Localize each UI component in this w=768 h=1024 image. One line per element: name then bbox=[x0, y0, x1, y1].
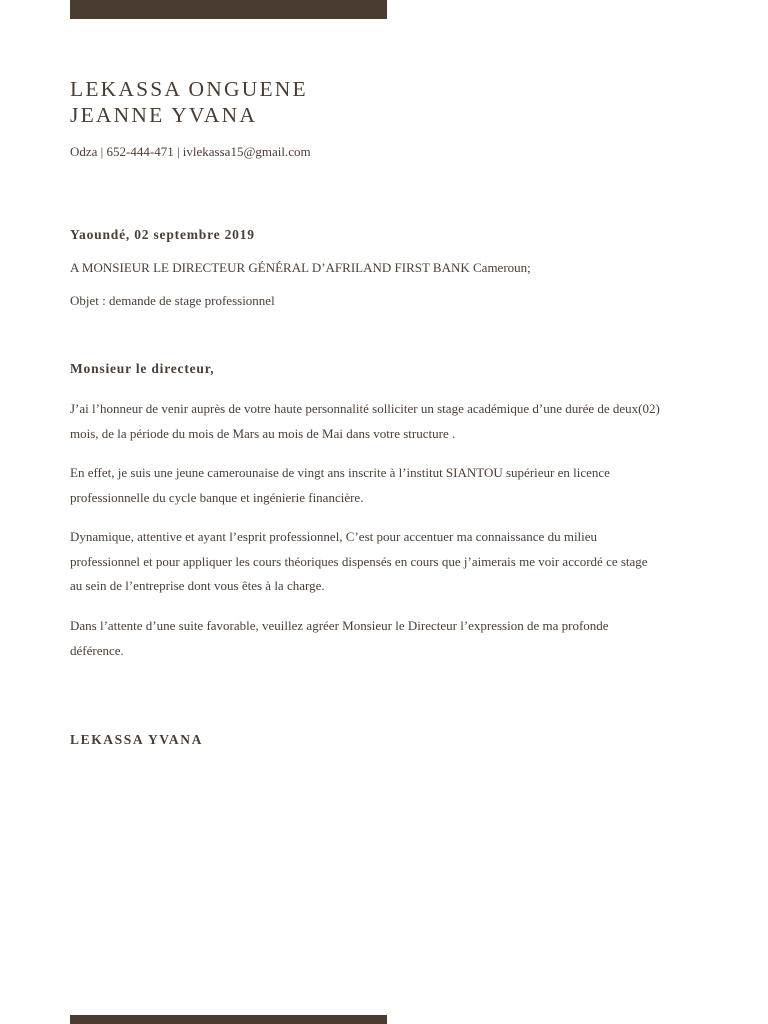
paragraph-line: J’ai l’honneur de venir auprès de votre haute personnalité solliciter un stage académique d’une durée de deux(02) bbox=[70, 401, 660, 416]
sender-name-line-1: LEKASSA ONGUENE bbox=[70, 77, 308, 101]
paragraph-line: au sein de l’entreprise dont vous êtes à la charge. bbox=[70, 578, 325, 593]
paragraph-line: mois, de la période du mois de Mars au mois de Mai dans votre structure . bbox=[70, 425, 456, 441]
paragraph-line: Dans l’attente d’une suite favorable, veuillez agréer Monsieur le Directeur l’expression de ma profonde bbox=[70, 618, 609, 633]
bottom-decorative-bar bbox=[70, 1015, 387, 1024]
letter-signature: LEKASSA YVANA bbox=[70, 732, 203, 747]
paragraph-line: Dynamique, attentive et ayant l’esprit professionnel, C’est pour accentuer ma connaissance du milieu bbox=[70, 529, 598, 544]
paragraph-line: professionnel et pour appliquer les cours théoriques dispensés en cours que j’aimerais me voir accordé ce stage bbox=[70, 553, 648, 569]
letter-date: Yaoundé, 02 septembre 2019 bbox=[70, 227, 255, 242]
paragraph-line: déférence. bbox=[70, 642, 124, 658]
letter-recipient: A MONSIEUR LE DIRECTEUR GÉNÉRAL D’AFRILAND FIRST BANK Cameroun; bbox=[70, 260, 531, 275]
top-decorative-bar bbox=[70, 0, 387, 19]
letter-subject: Objet : demande de stage professionnel bbox=[70, 293, 275, 308]
body-paragraph-4 bbox=[70, 614, 710, 663]
body-paragraph-2 bbox=[70, 461, 710, 510]
body-paragraph-1 bbox=[70, 397, 710, 446]
body-paragraph-3 bbox=[70, 525, 710, 599]
sender-name-line-2: JEANNE YVANA bbox=[70, 103, 258, 127]
paragraph-line: En effet, je suis une jeune camerounaise de vingt ans inscrite à l’institut SIANTOU supérieur en licence bbox=[70, 465, 610, 480]
sender-contact: Odza | 652-444-471 | ivlekassa15@gmail.com bbox=[70, 144, 311, 159]
sender-name bbox=[70, 76, 308, 128]
letter-salutation: Monsieur le directeur, bbox=[70, 361, 215, 376]
paragraph-line: professionnelle du cycle banque et ingénierie financière. bbox=[70, 489, 364, 505]
